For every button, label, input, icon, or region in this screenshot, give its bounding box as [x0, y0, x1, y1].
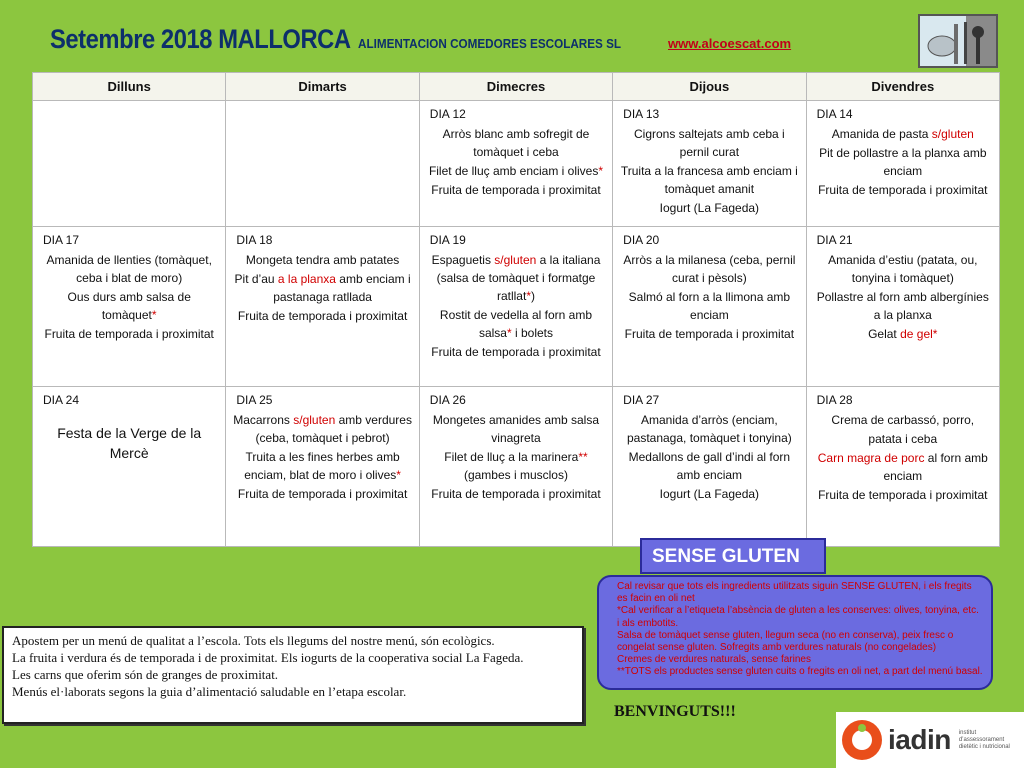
info-line: Apostem per un menú de qualitat a l’escola. Tots els llegums del nostre menú, són ecològics.	[12, 633, 495, 648]
menu-cell	[33, 227, 226, 387]
menu-cell	[419, 387, 612, 547]
welcome-text: BENVINGUTS!!!	[614, 703, 736, 720]
gluten-note-mark: de gel*	[900, 327, 938, 341]
menu-cell	[419, 101, 612, 227]
day-label: DIA 28	[816, 393, 853, 407]
dish: Crema de carbassó, porro,	[831, 413, 975, 427]
holiday-label: Festa de la Verge de la Mercè	[57, 425, 202, 461]
dish: Fruita de temporada i proximitat	[237, 487, 408, 501]
gluten-note-mark: s/gluten	[494, 253, 537, 267]
info-line: La fruita i verdura és de temporada i de proximitat. Els iogurts de la cooperativa social La Fageda.	[12, 650, 524, 665]
gluten-note-mark: *	[506, 326, 512, 340]
menu-cell	[226, 101, 419, 227]
iadin-logo-icon	[842, 720, 882, 760]
dish: Rostit de vedella al forn amb salsa* i bolets	[439, 308, 593, 340]
day-label: DIA 12	[429, 107, 466, 121]
dish: Espaguetis s/gluten a la italiana (salsa de tomàquet i formatge ratllat*)	[431, 253, 601, 303]
dish: Fruita de temporada i proximitat	[818, 488, 988, 502]
menu-cell	[33, 101, 226, 227]
dish: patata i ceba	[868, 432, 938, 446]
menu-table	[32, 72, 1000, 547]
gluten-note-mark: *	[396, 468, 401, 482]
menu-cell	[226, 227, 419, 387]
gluten-note-mark: a la planxa	[277, 272, 336, 286]
dish: Fruita de temporada i proximitat	[431, 487, 601, 501]
iadin-tagline: institut d’assessorament dietètic i nutricional	[958, 729, 1010, 750]
gluten-note: Cal revisar que tots els ingredients utilitzats siguin SENSE GLUTEN, i els fregits es facin en oli net	[617, 581, 972, 605]
weekday-header-row	[33, 73, 1000, 101]
weekday-header: Dilluns	[33, 73, 226, 101]
dish: Fruita de temporada i proximitat	[431, 345, 601, 359]
weekday-header: Dimarts	[226, 73, 419, 101]
dish: Iogurt (La Fageda)	[659, 487, 760, 501]
gluten-note-mark: s/gluten	[293, 413, 336, 427]
dish: Fruita de temporada i proximitat	[624, 327, 795, 341]
dish: Amanida de llenties (tomàquet, ceba i blat de moro)	[46, 253, 212, 285]
weekday-header: Dijous	[613, 73, 806, 101]
dish: Fruita de temporada i proximitat	[818, 183, 988, 197]
gluten-note: Salsa de tomàquet sense gluten, llegum seca (no en conserva), peix fresc o congelat sense gluten. Sofregits amb verdures naturals (no congelades)	[617, 629, 954, 654]
day-label: DIA 24	[43, 393, 80, 407]
info-line: Les carns que oferim són de granges de proximitat.	[12, 667, 279, 682]
dish: Salmó al forn a la llimona amb enciam	[628, 290, 791, 322]
weekday-header: Divendres	[806, 73, 999, 101]
gluten-note: Cremes de verdures naturals, sense farines	[617, 654, 811, 666]
gluten-note-mark: *	[598, 164, 604, 178]
title-subtitle: ALIMENTACION COMEDORES ESCOLARES SL	[358, 36, 622, 51]
dish: Mongetes amanides amb salsa vinagreta	[432, 413, 600, 445]
info-box	[2, 626, 584, 724]
dish: Arròs blanc amb sofregit de tomàquet i ceba	[442, 127, 590, 159]
title-main: Setembre 2018 MALLORCA	[50, 24, 351, 54]
dish: Amanida d’estiu (patata, ou, tonyina i tomàquet)	[828, 253, 978, 285]
dish: Pollastre al forn amb albergínies a la planxa	[816, 290, 989, 322]
dish: Iogurt (La Fageda)	[659, 201, 760, 215]
week-row	[33, 387, 1000, 547]
gluten-note-mark: **	[578, 450, 588, 464]
gluten-note-mark: s/gluten	[931, 127, 974, 141]
day-label: DIA 18	[236, 233, 273, 247]
dish: Medallons de gall d’indi al forn amb enciam	[628, 450, 791, 482]
dish: Ous durs amb salsa de tomàquet*	[67, 290, 191, 322]
menu-cell	[226, 387, 419, 547]
dish: Arròs a la milanesa (ceba, pernil curat i pèsols)	[623, 253, 796, 285]
day-label: DIA 19	[429, 233, 466, 247]
menu-cell	[806, 101, 999, 227]
dish: Filet de lluç amb enciam i olives*	[428, 164, 604, 178]
gluten-free-notes	[597, 575, 993, 690]
menu-cell	[613, 387, 806, 547]
menu-cell	[419, 227, 612, 387]
website-link[interactable]: www.alcoescat.com	[668, 36, 792, 51]
dish: Fruita de temporada i proximitat	[44, 327, 214, 341]
menu-cell	[613, 227, 806, 387]
weekday-header: Dimecres	[419, 73, 612, 101]
week-row	[33, 227, 1000, 387]
dish: Fruita de temporada i proximitat	[431, 183, 601, 197]
dish: Gelat de gel*	[868, 327, 938, 341]
iadin-name: iadin	[888, 724, 951, 755]
gluten-note: *Cal verificar a l’etiqueta l’absència de gluten a les conserves: olives, tonyina, etc. i als embotits.	[617, 605, 979, 629]
day-label: DIA 26	[429, 393, 466, 407]
day-label: DIA 14	[816, 107, 853, 121]
dish: Truita a les fines herbes amb enciam, blat de moro i olives*	[244, 450, 401, 482]
page-title	[50, 24, 792, 55]
gluten-note-mark: *	[151, 308, 157, 322]
menu-cell	[806, 227, 999, 387]
dish: Amanida de pasta s/gluten	[831, 127, 974, 141]
menu-cell	[806, 387, 999, 547]
menu-cell	[613, 101, 806, 227]
dish: Pit de pollastre a la planxa amb enciam	[819, 146, 987, 178]
dish: Fruita de temporada i proximitat	[237, 309, 408, 323]
iadin-logo	[836, 712, 1024, 768]
gluten-note-mark: Carn magra de porc	[817, 451, 925, 465]
day-label: DIA 17	[43, 233, 80, 247]
dish: Amanida d’arròs (enciam, pastanaga, tomàquet i tonyina)	[626, 413, 792, 445]
week-row	[33, 101, 1000, 227]
dish: Filet de lluç a la marinera** (gambes i musclos)	[444, 450, 588, 482]
gluten-note: **TOTS els productes sense gluten cuits o fregits en oli net, a part del menú basal.	[617, 666, 983, 678]
dish: Truita a la francesa amb enciam i tomàquet amanit	[620, 164, 798, 196]
cutlery-logo-icon	[918, 14, 998, 68]
gluten-free-title: SENSE GLUTEN	[640, 538, 826, 574]
day-label: DIA 25	[236, 393, 273, 407]
info-line: Menús el·laborats segons la guia d’alimentació saludable en l’etapa escolar.	[12, 684, 407, 699]
dish: Pit d’au a la planxa amb enciam i pastanaga ratllada	[234, 272, 411, 304]
menu-cell	[33, 387, 226, 547]
day-label: DIA 27	[623, 393, 660, 407]
gluten-note-mark: *	[526, 289, 531, 303]
day-label: DIA 20	[623, 233, 660, 247]
dish: Macarrons s/gluten amb verdures (ceba, tomàquet i pebrot)	[233, 413, 412, 445]
day-label: DIA 21	[816, 233, 853, 247]
dish: Cigrons saltejats amb ceba i pernil curat	[633, 127, 785, 159]
dish: Mongeta tendra amb patates	[245, 253, 400, 267]
dish: Carn magra de porc al forn amb enciam	[817, 451, 988, 483]
day-label: DIA 13	[623, 107, 660, 121]
